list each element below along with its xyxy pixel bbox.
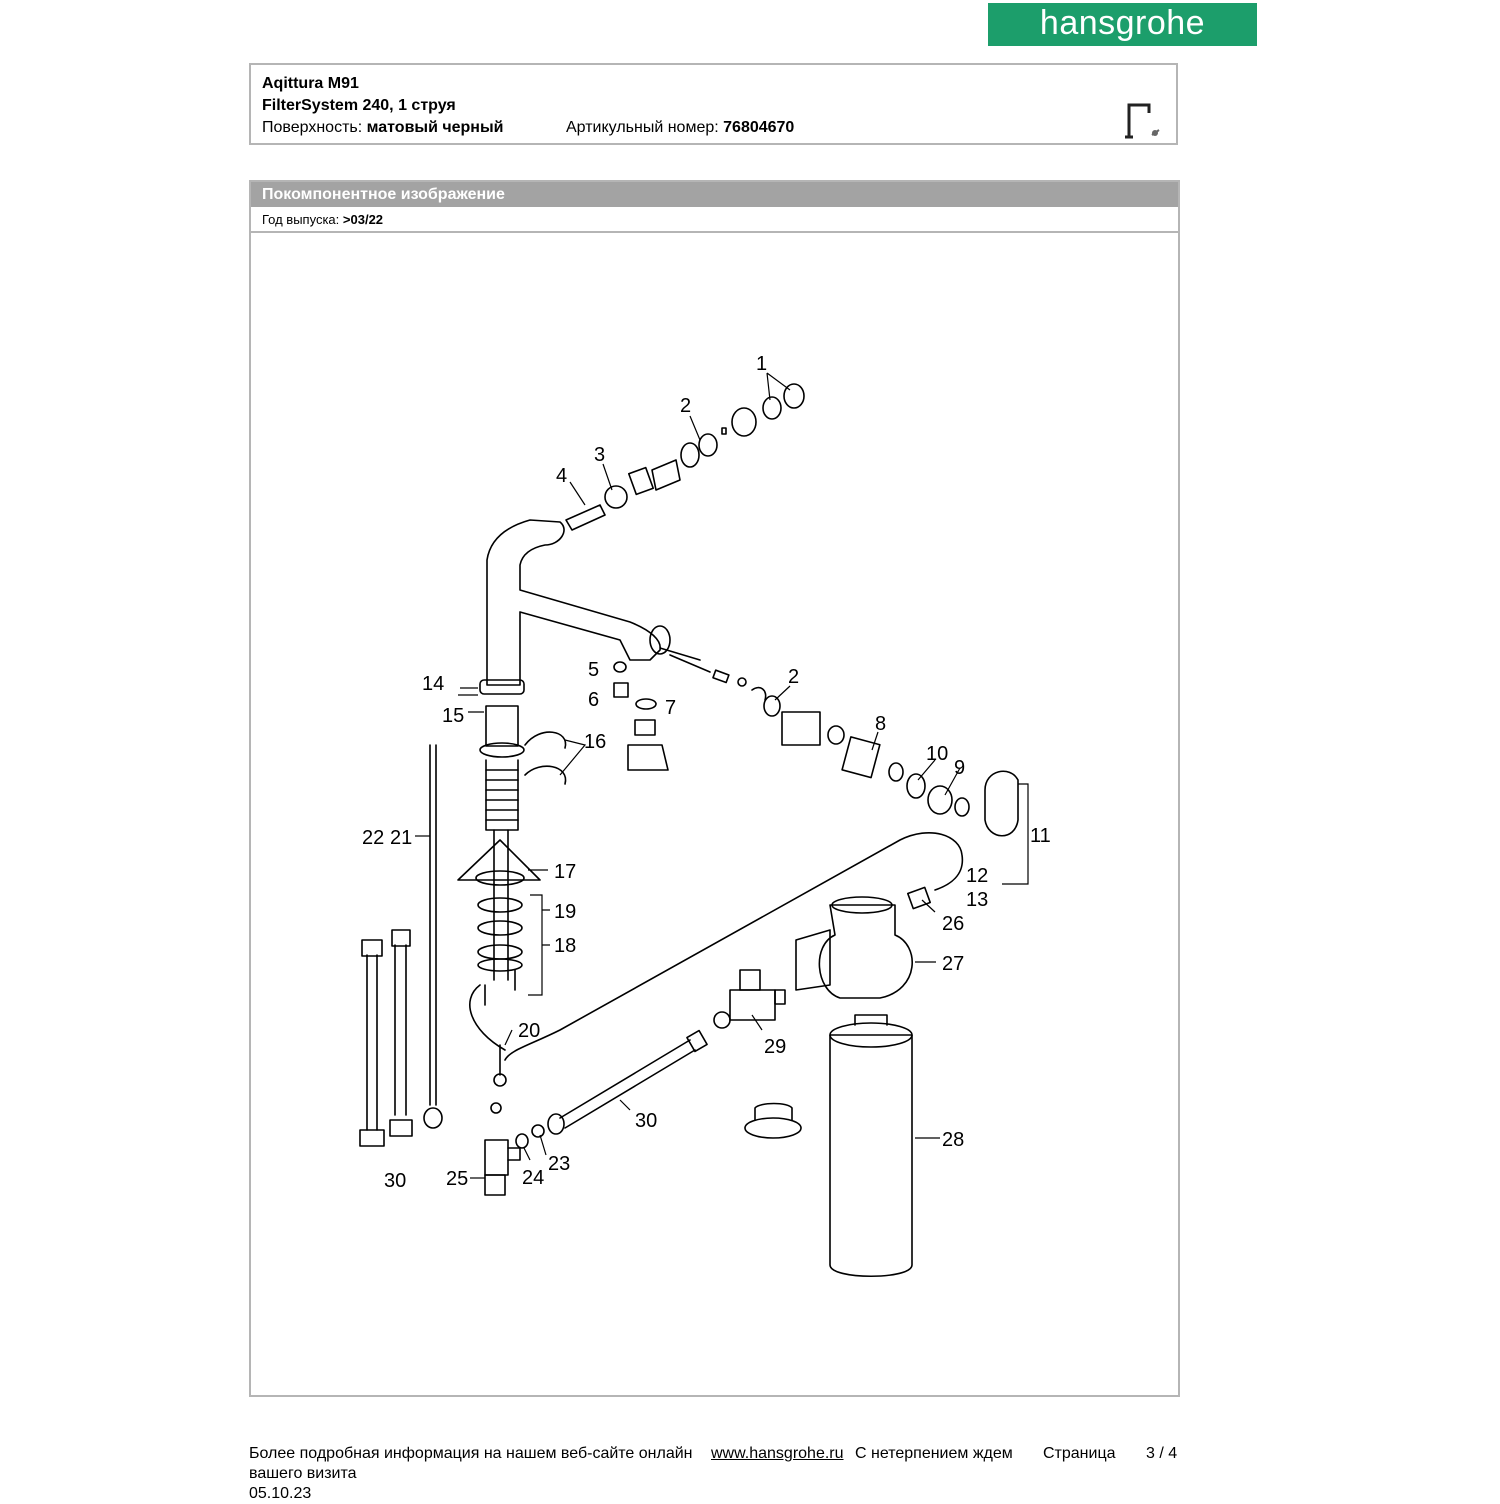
product-name: Aqittura M91 [262, 75, 359, 92]
part-label: 2 [680, 395, 692, 417]
footer-visit-1: С нетерпением ждем [855, 1445, 1013, 1462]
part-label: 15 [442, 705, 465, 727]
part-label: 20 [518, 1020, 541, 1042]
product-variant: FilterSystem 240, 1 струя [262, 97, 456, 114]
part-label: 16 [584, 731, 607, 753]
part-label: 14 [422, 673, 445, 695]
part-label: 10 [926, 743, 949, 765]
page-number: 3 / 4 [1146, 1445, 1178, 1462]
spout-body [487, 520, 660, 685]
part-label: 1 [756, 353, 768, 375]
surface-value: матовый черный [366, 119, 504, 136]
part-label: 2 [788, 666, 800, 688]
hansgrohe-logo: hansgrohe [988, 3, 1257, 46]
part-label: 9 [954, 757, 966, 779]
part-label: 8 [875, 713, 887, 735]
website-link[interactable]: www.hansgrohe.ru [711, 1445, 844, 1462]
page-label: Страница [1043, 1445, 1116, 1462]
cartridge-4 [566, 505, 605, 530]
filter-cartridge [830, 1035, 912, 1276]
part-label: 23 [548, 1153, 571, 1175]
part-label: 3 [594, 444, 606, 466]
part-label: 12 [966, 865, 989, 887]
surface-label: Поверхность: [262, 119, 363, 136]
part-label: 22 [362, 827, 385, 849]
part-label: 13 [966, 889, 989, 911]
article-label: Артикульный номер: [566, 119, 719, 136]
year-label: Год выпуска: [262, 212, 340, 227]
part-label: 4 [556, 465, 568, 487]
part-label: 29 [764, 1036, 787, 1058]
part-label: 26 [942, 913, 965, 935]
part-label: 18 [554, 935, 577, 957]
handle-lever [985, 771, 1018, 835]
mounting-bracket [458, 840, 540, 880]
part-label: 25 [446, 1168, 469, 1190]
part-label: 19 [554, 901, 577, 923]
part-label: 17 [554, 861, 577, 883]
footer-date: 05.10.23 [249, 1485, 312, 1502]
part-label: 28 [942, 1129, 965, 1151]
part-label: 24 [522, 1167, 545, 1189]
filter-head [819, 905, 912, 998]
footer-visit-2: вашего визита [249, 1465, 357, 1482]
year-value: >03/22 [342, 212, 384, 227]
part-label: 5 [588, 659, 600, 681]
article-value: 76804670 [723, 119, 795, 136]
part-label: 30 [635, 1110, 658, 1132]
part-label: 21 [390, 827, 413, 849]
part-label: 27 [942, 953, 965, 975]
part-label: 11 [1030, 825, 1051, 847]
part-label: 7 [665, 697, 677, 719]
section-title: Покомпонентное изображение [251, 182, 1178, 207]
footer-info: Более подробная информация на нашем веб-сайте онлайн [249, 1445, 693, 1462]
part-label: 30 [384, 1170, 407, 1192]
part-label: 6 [588, 689, 600, 711]
